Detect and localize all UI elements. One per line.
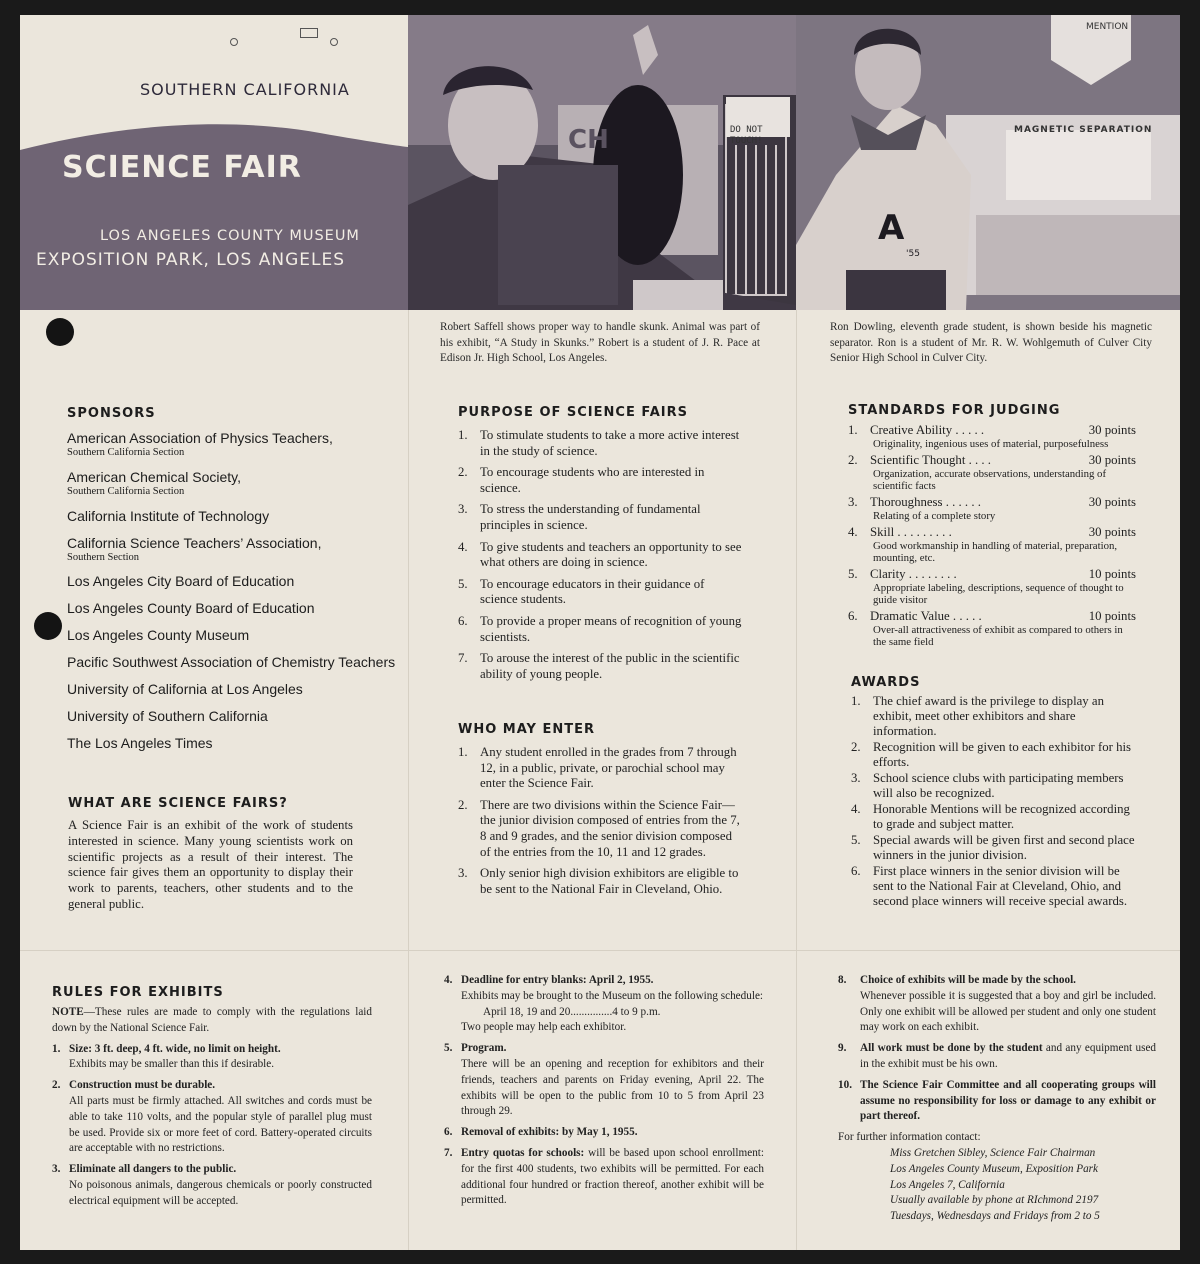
- sponsor-item: Los Angeles County Board of Education: [67, 600, 315, 616]
- sweater-year: '55: [906, 249, 920, 259]
- purpose-item: 5. To encourage educators in their guidance of science students.: [458, 576, 705, 607]
- contact-line: Los Angeles 7, California: [890, 1178, 1005, 1191]
- sponsor-item: Los Angeles City Board of Education: [67, 573, 295, 589]
- fold-mark-right: [330, 38, 338, 46]
- rules-note: NOTE—These rules are made to comply with the regulations laid down by the National Science Fair.: [52, 1006, 372, 1034]
- photo-magnetic-separator: [796, 15, 1180, 310]
- purpose-item: 3. To stress the understanding of fundamental principles in science.: [458, 502, 701, 532]
- sponsor-item: Pacific Southwest Association of Chemistry Teachers: [67, 654, 396, 670]
- purpose-list: [458, 428, 743, 688]
- judging-item: 5. Clarity . . . . . . . . 10 points: [848, 567, 1136, 581]
- awards-item: 5. Special awards will be given first and second place winners in the junior division.: [851, 833, 1135, 862]
- fold-line-horizontal: [20, 950, 1180, 951]
- caption-magnetic: Ron Dowling, eleventh grade student, is shown beside his magnetic separator. Ron is a student of Mr. R. W. Wohlgemuth of Culver City Senior High School in Culver City.: [830, 321, 1152, 364]
- sponsor-item: California Institute of Technology: [67, 508, 270, 524]
- awards-item: 3. School science clubs with participating members will also be recognized.: [851, 771, 1124, 800]
- punch-hole-top: [46, 318, 74, 346]
- judging-heading: STANDARDS FOR JUDGING: [848, 403, 1061, 418]
- fold-line-1: [408, 310, 409, 1250]
- rules-heading: RULES FOR EXHIBITS: [52, 985, 224, 1000]
- sign-do-not-touch: DO NOT TOUCH!: [730, 125, 763, 146]
- purpose-item: 7. To arouse the interest of the public in the scientific ability of young people.: [458, 651, 740, 681]
- contact-line: Los Angeles County Museum, Exposition Park: [890, 1162, 1098, 1175]
- awards-item: 4. Honorable Mentions will be recognized according to grade and subject matter.: [851, 802, 1130, 831]
- who-item: 1. Any student enrolled in the grades from 7 through 12, in a public, private, or parochial school may enter the Science Fair.: [458, 745, 737, 791]
- contact-line: Usually available by phone at RIchmond 2197: [890, 1194, 1099, 1207]
- banner-title: SCIENCE FAIR: [62, 150, 302, 185]
- contact-block: [838, 1146, 1156, 1225]
- awards-item: 1. The chief award is the privilege to display an exhibit, meet other exhibitors and share information.: [851, 694, 1104, 738]
- rule-item: 9. All work must be done by the student and any equipment used in the exhibit must be his own.: [838, 1042, 1156, 1070]
- rules-column-2: [444, 973, 764, 1214]
- judging-item: 2. Scientific Thought . . . . 30 points: [848, 453, 1136, 467]
- punch-hole-middle: [34, 612, 62, 640]
- purpose-item: 6. To provide a proper means of recognition of young scientists.: [458, 613, 742, 644]
- who-list: [458, 745, 743, 903]
- awards-heading: AWARDS: [851, 675, 921, 690]
- fold-line-2: [796, 310, 797, 1250]
- judging-criteria: Originality, ingenious uses of material, purposefulness: [873, 438, 1109, 450]
- sponsor-item: American Chemical Society, Southern California Section: [67, 469, 242, 497]
- contact-line: Miss Gretchen Sibley, Science Fair Chairman: [890, 1146, 1096, 1159]
- banner-region-label: SOUTHERN CALIFORNIA: [140, 80, 350, 99]
- who-item: 3. Only senior high division exhibitors are eligible to be sent to the National Fair in Cleveland, Ohio.: [458, 866, 739, 896]
- sponsors-heading: SPONSORS: [67, 406, 156, 421]
- contact-intro: For further information contact:: [838, 1131, 981, 1144]
- poster-title: MAGNETIC SEPARATION: [1014, 125, 1153, 135]
- rule-item: 3. Eliminate all dangers to the public. No poisonous animals, dangerous chemicals or poorly constructed electrical equipment will be accepted.: [52, 1163, 372, 1207]
- judging-criteria: Appropriate labeling, descriptions, sequence of thought to guide visitor: [873, 582, 1124, 606]
- judging-item: 1. Creative Ability . . . . . 30 points: [848, 423, 1136, 437]
- sponsor-item: University of California at Los Angeles: [67, 681, 303, 697]
- banner-museum: LOS ANGELES COUNTY MUSEUM: [100, 228, 360, 244]
- who-heading: WHO MAY ENTER: [458, 722, 596, 737]
- awards-list: [851, 694, 1136, 910]
- photo-chart-label: CH: [568, 125, 609, 155]
- judging-list: [848, 423, 1136, 651]
- awards-item: 6. First place winners in the senior division will be sent to the National Fair at Cleveland, Ohio, and second place winners will receive special awards.: [851, 864, 1128, 908]
- caption-skunk: Robert Saffell shows proper way to handle skunk. Animal was part of his exhibit, “A Study in Skunks.” Robert is a student of J. R. Pace at Edison Jr. High School, Los Angeles.: [440, 321, 760, 364]
- what-heading: WHAT ARE SCIENCE FAIRS?: [68, 796, 288, 811]
- rules-column-1: [52, 1005, 372, 1215]
- rule-item: 8. Choice of exhibits will be made by the school. Whenever possible it is suggested that a boy and girl be included. Only one exhibit will be allowed per student and only one student may work on each exhibit.: [838, 974, 1156, 1034]
- purpose-item: 2. To encourage students who are interested in science.: [458, 465, 705, 495]
- judging-item: 6. Dramatic Value . . . . . 10 points: [848, 609, 1136, 623]
- rule-item: 1. Size: 3 ft. deep, 4 ft. wide, no limit on height. Exhibits may be smaller than this if desirable.: [52, 1042, 281, 1071]
- rule-item: 7. Entry quotas for schools: will be based upon school enrollment: for the first 400 students, two exhibits will be permitted. For each additional four hundred or fraction thereof, another exhibit will be permitted.: [444, 1146, 765, 1207]
- sponsor-item: The Los Angeles Times: [67, 735, 213, 751]
- ribbon-label: MENTION: [1086, 22, 1129, 32]
- who-item: 2. There are two divisions within the Science Fair—the junior division composed of entries from the 7, 8 and 9 grades, and the senior division composed of the entries from the 10, 11 and 12 grades.: [458, 797, 740, 859]
- banner-location: EXPOSITION PARK, LOS ANGELES: [36, 250, 345, 270]
- fold-mark-tab: [300, 28, 318, 38]
- awards-item: 2. Recognition will be given to each exhibitor for his efforts.: [851, 740, 1132, 769]
- sponsor-item: Los Angeles County Museum: [67, 627, 250, 643]
- judging-criteria: Over-all attractiveness of exhibit as compared to others in the same field: [873, 624, 1123, 648]
- rule-item: 5. Program. There will be an opening and reception for exhibitors and their friends, teachers and parents on Friday evening, April 22. The exhibits will be open to the public from 10 to 5 from April 23 through 29.: [444, 1042, 764, 1118]
- rule-item: 4. Deadline for entry blanks: April 2, 1955. Exhibits may be brought to the Museum on the following schedule: April 18, 19 and 20...............4 to 9 p.m. Two people may help each exhibitor.: [444, 974, 764, 1034]
- judging-item: 3. Thoroughness . . . . . . 30 points: [848, 495, 1136, 509]
- rule-item: 10. The Science Fair Committee and all cooperating groups will assume no responsibility for loss or damage to any exhibit or part thereof.: [838, 1078, 1156, 1123]
- judging-criteria: Relating of a complete story: [873, 510, 996, 522]
- rule-item: 2. Construction must be durable. All parts must be firmly attached. All switches and cords must be able to take 110 volts, and the popular style of parallel plug must be used. Provide six or more feet of cord. Battery-operated circuits are acceptable with no restrictions.: [52, 1079, 372, 1155]
- what-paragraph: A Science Fair is an exhibit of the work of students interested in science. Many young scientists work on scientific projects as a result of their interest. The science fair gives them an opportunity to display their work to parents, teachers, other students and to the general public.: [68, 818, 353, 911]
- judging-item: 4. Skill . . . . . . . . . 30 points: [848, 525, 1136, 539]
- sponsor-item: California Science Teachers’ Association, Southern Section: [67, 535, 322, 563]
- photo-skunk-exhibit: [408, 15, 796, 310]
- fold-mark-left: [230, 38, 238, 46]
- purpose-item: 1. To stimulate students to take a more active interest in the study of science.: [458, 428, 740, 458]
- judging-criteria: Organization, accurate observations, understanding of scientific facts: [873, 468, 1107, 492]
- judging-criteria: Good workmanship in handling of material, preparation, mounting, etc.: [873, 540, 1118, 564]
- rules-column-3: [838, 973, 1156, 1225]
- purpose-item: 4. To give students and teachers an opportunity to see what others are doing in science.: [458, 539, 742, 570]
- sponsor-item: American Association of Physics Teachers, Southern California Section: [67, 430, 333, 458]
- contact-line: Tuesdays, Wednesdays and Fridays from 2 to 5: [890, 1210, 1100, 1223]
- sponsor-item: University of Southern California: [67, 708, 268, 724]
- rule-item: 6. Removal of exhibits: by May 1, 1955.: [444, 1126, 638, 1139]
- purpose-heading: PURPOSE OF SCIENCE FAIRS: [458, 405, 689, 420]
- sweater-letter: A: [878, 208, 905, 248]
